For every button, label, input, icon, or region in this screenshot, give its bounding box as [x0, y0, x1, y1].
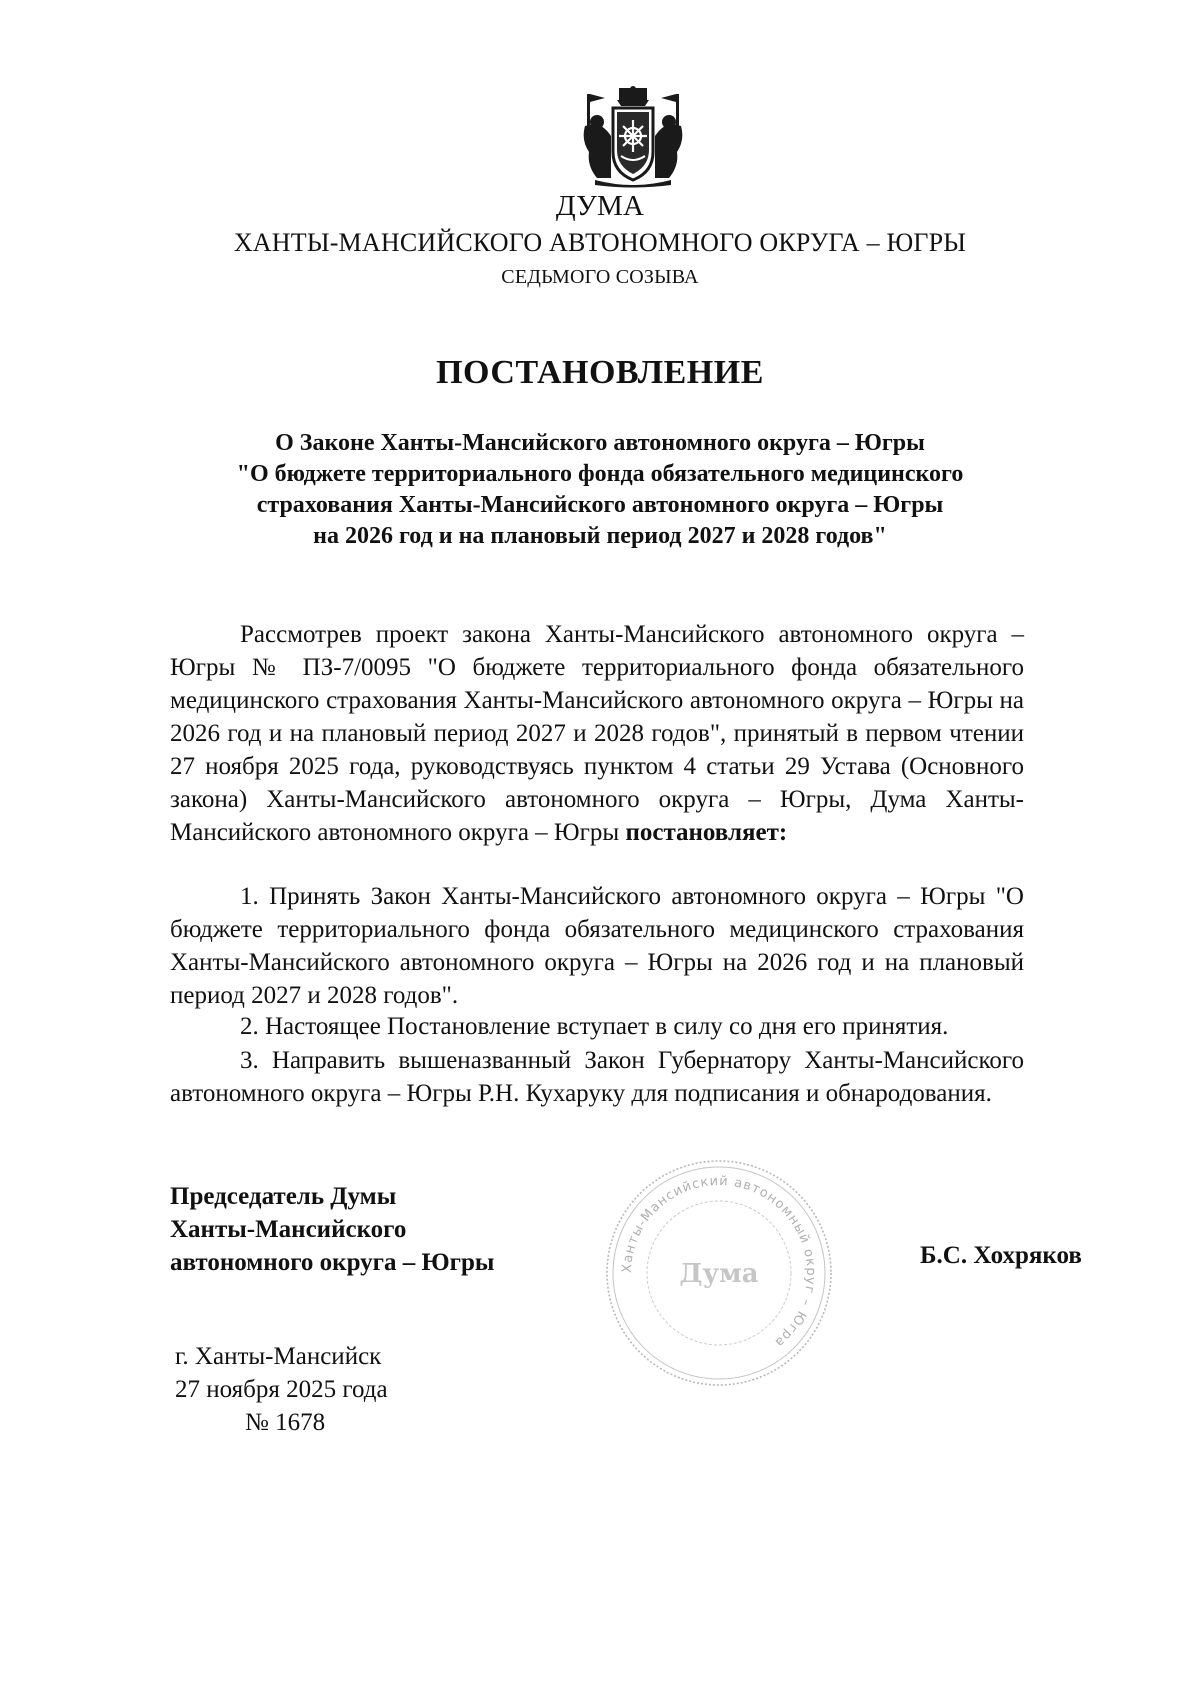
place: г. Ханты-Мансийск — [175, 1343, 382, 1370]
place-date-block — [175, 1340, 388, 1439]
title-line: страхования Ханты-Мансийского автономного округа – Югры — [256, 492, 944, 518]
signatory-position-line: автономного округа – Югры — [170, 1249, 495, 1276]
date: 27 ноября 2025 года — [175, 1376, 388, 1403]
coat-of-arms-icon — [577, 86, 689, 190]
preamble-text: Рассмотрев проект закона Ханты-Мансийского автономного округа – Югры № ПЗ-7/0095 "О бюджете территориального фонда обязательного медицинского страхования Ханты-Мансийского автономного округа – Югры на 2026 год и на плановый период 2027 и 2028 годов", принятый в первом чтении 27 ноября 2025 года, руководствуясь пунктом 4 статьи 29 Устава (Основного закона) Ханты-Мансийского автономного округа – Югры, Дума Ханты-Мансийского автономного округа – Югры — [170, 621, 1024, 846]
signatory-name: Б.С. Хохряков — [920, 1242, 1082, 1269]
header-convocation: СЕДЬМОГО СОЗЫВА — [501, 266, 699, 288]
signatory-position-line: Председатель Думы — [170, 1183, 397, 1210]
stamp-center-text: Дума — [679, 1259, 759, 1289]
document-number: № 1678 — [245, 1409, 326, 1436]
signatory-position-line: Ханты-Мансийского — [170, 1216, 407, 1243]
title-line: "О бюджете территориального фонда обязательного медицинского — [236, 461, 964, 487]
stamp-ring-text: Ханты-Мансийский автономный округ – Югра — [619, 1173, 819, 1351]
signatory-position — [170, 1180, 494, 1279]
document-title — [170, 428, 1030, 552]
title-line: на 2026 год и на плановый период 2027 и 2028 годов" — [313, 523, 887, 549]
title-line: О Законе Ханты-Мансийского автономного округа – Югры — [275, 430, 925, 456]
preamble-action: постановляет: — [625, 819, 788, 846]
header-org: ДУМА — [555, 190, 645, 222]
official-stamp — [602, 1156, 836, 1390]
resolution-item-2: 2. Настоящее Постановление вступает в силу со дня его принятия. — [240, 1013, 949, 1040]
resolution-item-3: 3. Направить вышеназванный Закон Губернатору Ханты-Мансийского автономного округа – Югры Р.Н. Кухаруку для подписания и обнародования. — [170, 1047, 1024, 1107]
document-type: ПОСТАНОВЛЕНИЕ — [436, 354, 764, 391]
preamble-paragraph — [170, 618, 1024, 849]
header-region: ХАНТЫ-МАНСИЙСКОГО АВТОНОМНОГО ОКРУГА – ЮГРЫ — [233, 228, 967, 257]
resolution-item-1: 1. Принять Закон Ханты-Мансийского автономного округа – Югры "О бюджете территориального фонда обязательного медицинского страхования Ханты-Мансийского автономного округа – Югры на 2026 год и на плановый период 2027 и 2028 годов". — [170, 883, 1024, 1009]
